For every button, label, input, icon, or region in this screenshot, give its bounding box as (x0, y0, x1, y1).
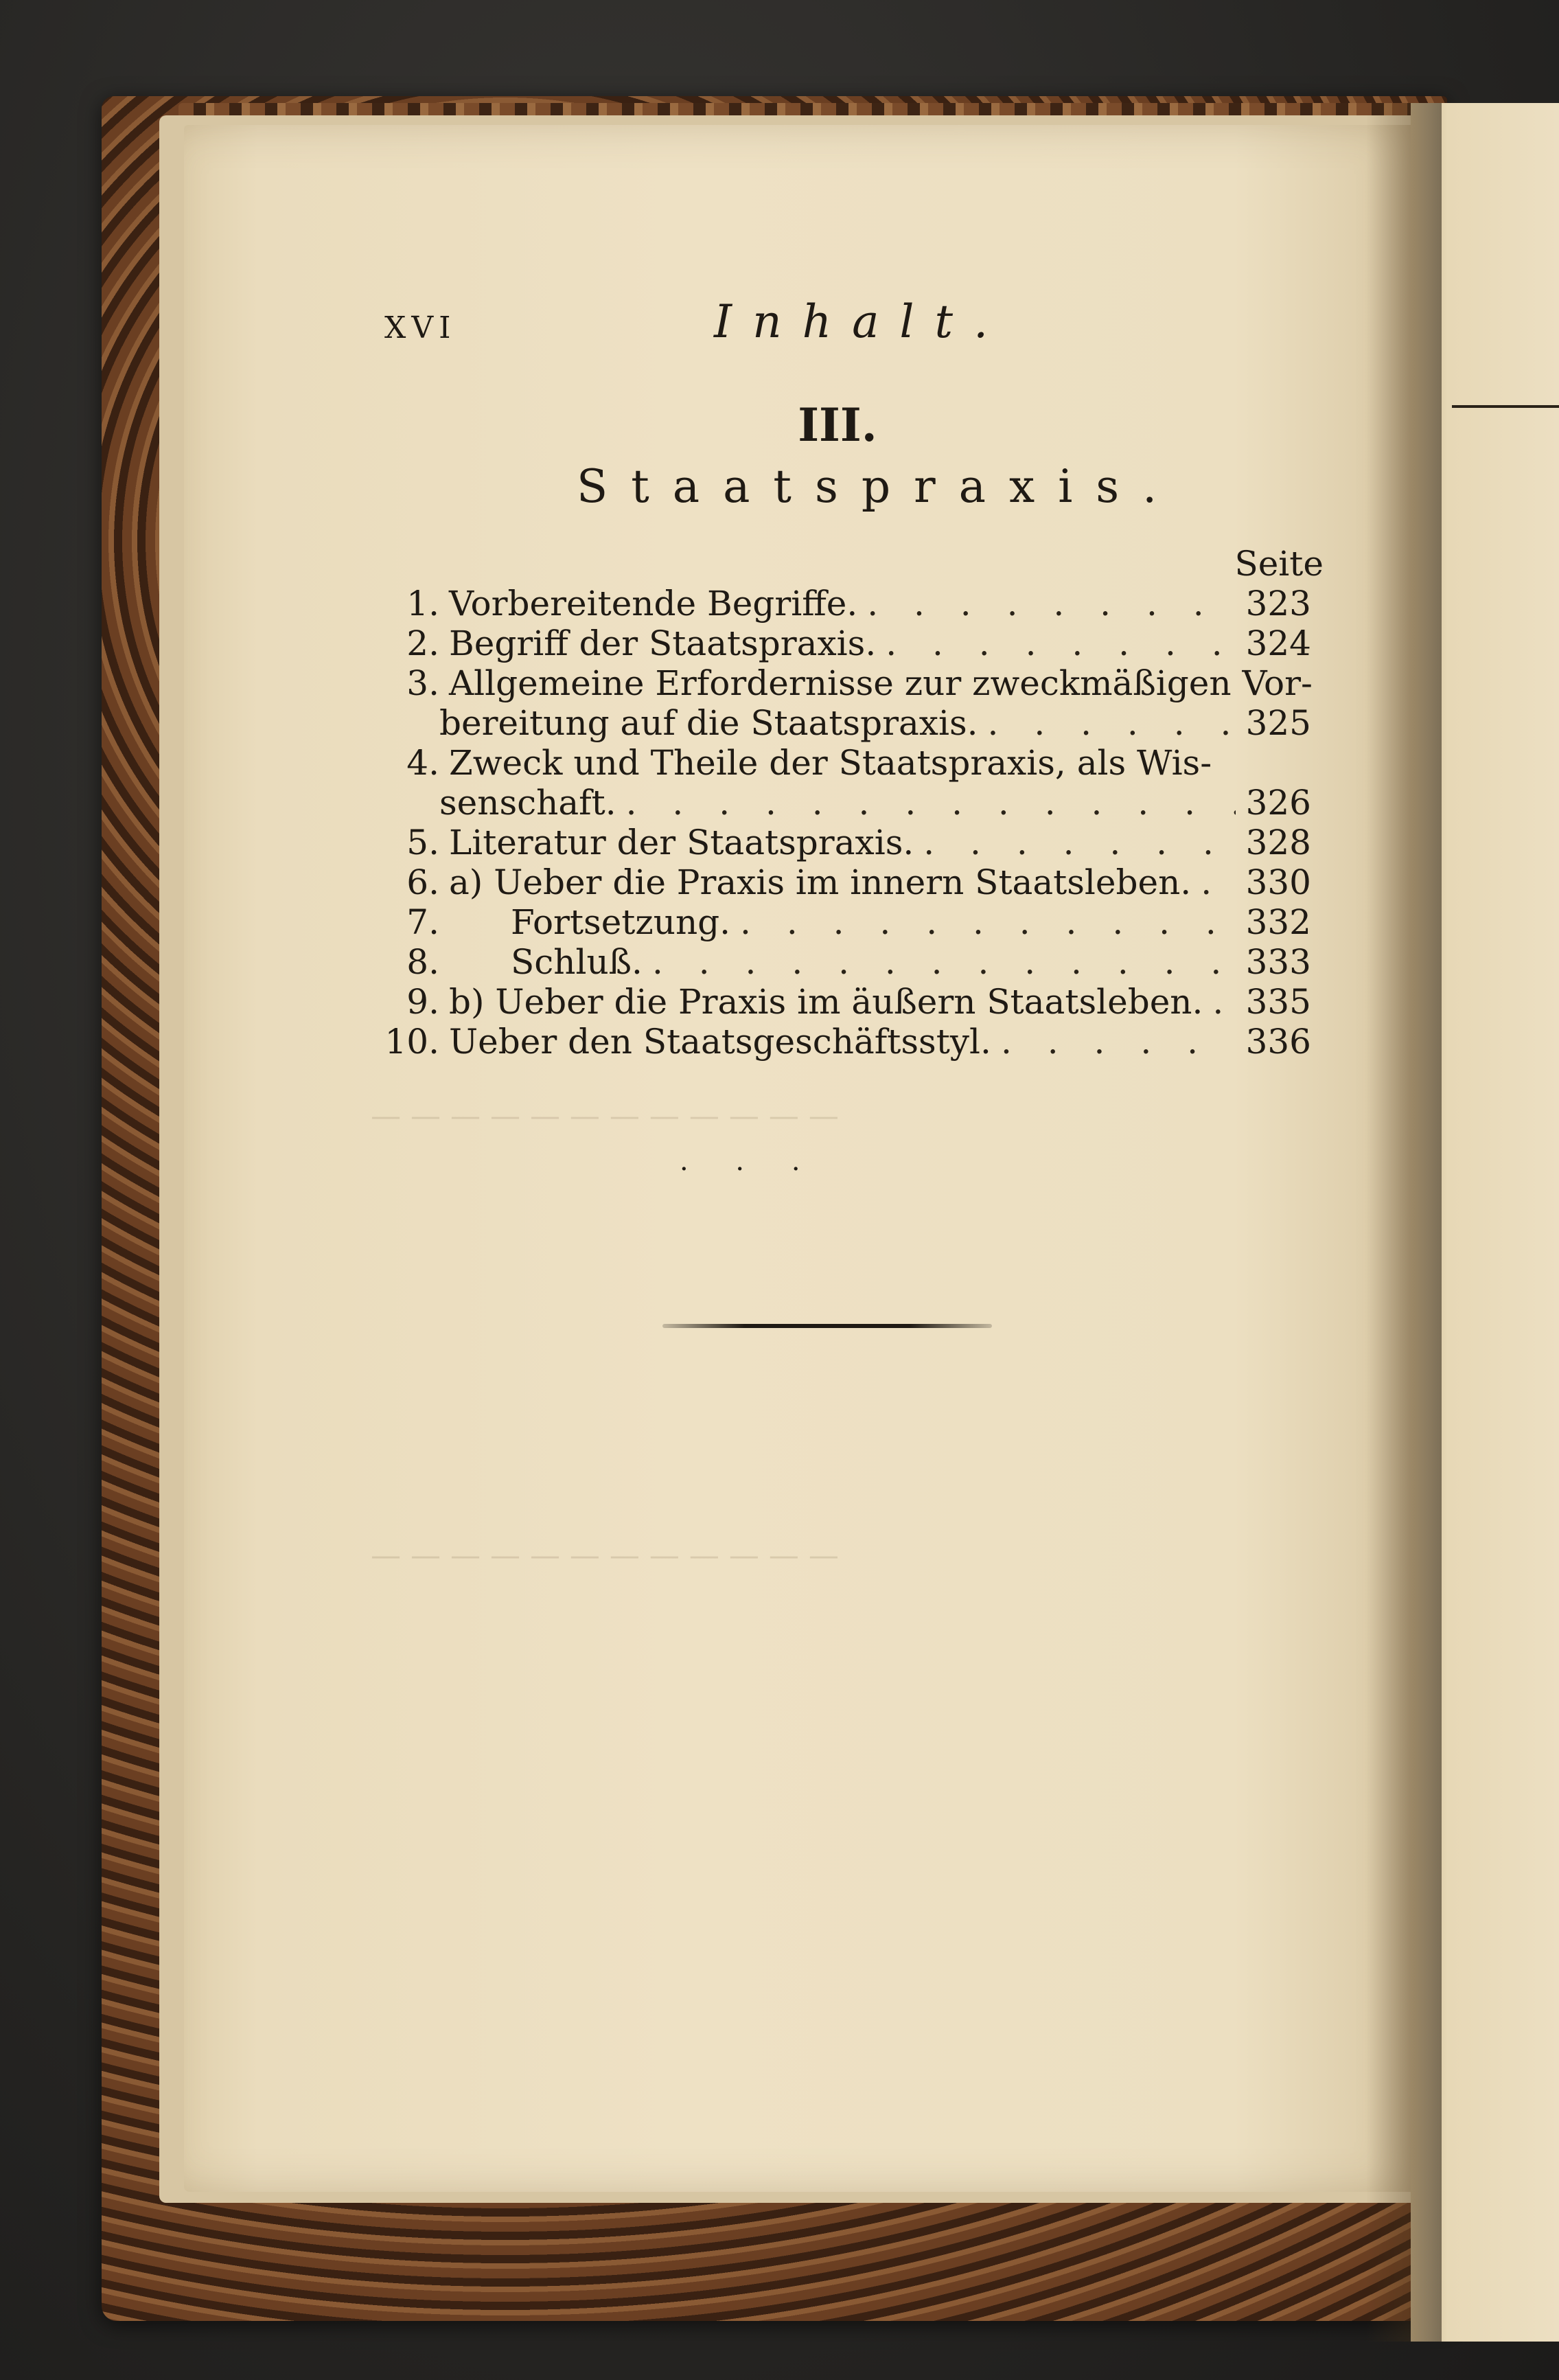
toc-entry (371, 663, 1311, 703)
show-through-text: — — — — — — — — — — — — (371, 1099, 839, 1134)
part-number: III. (798, 398, 877, 452)
leader-dots (991, 1022, 1236, 1062)
toc-number: 7. (406, 902, 439, 942)
toc-entry (371, 982, 1311, 1022)
toc-title: Zweck und Theile der Staatspraxis, als Wis- (449, 743, 1212, 783)
ornament-dots: · · · (680, 1154, 820, 1185)
toc-title: Literatur der Staatspraxis. (449, 823, 914, 862)
leader-dots (1191, 862, 1236, 902)
closing-rule (662, 1324, 992, 1328)
toc-page: 333 (1245, 942, 1311, 982)
toc-number: 2. (406, 623, 439, 663)
leader-dots (978, 703, 1236, 743)
toc-title-continuation: senschaft. (439, 783, 616, 823)
toc-number: 3. (406, 663, 439, 703)
toc-number: 8. (406, 942, 439, 982)
toc-entry (371, 902, 1311, 942)
toc-entry (371, 743, 1311, 783)
toc-page: 324 (1245, 623, 1311, 663)
leader-dots (730, 902, 1236, 942)
toc-page: 330 (1245, 862, 1311, 902)
show-through-text: — — — — — — — — — — — — (371, 1538, 839, 1573)
part-title: Staatspraxis. (577, 460, 1181, 513)
toc-entry (371, 942, 1311, 982)
toc-title-continuation: bereitung auf die Staatspraxis. (439, 703, 978, 743)
toc-entry (371, 823, 1311, 862)
toc-number: 10. (384, 1022, 439, 1062)
page-column-label: Seite (1234, 544, 1324, 584)
toc-number: 4. (406, 743, 439, 783)
toc-title: Begriff der Staatspraxis. (449, 623, 877, 663)
toc-page: 335 (1245, 982, 1311, 1022)
leader-dots (1203, 982, 1236, 1022)
toc-title: Schluß. (511, 942, 643, 982)
toc-entry (371, 584, 1311, 623)
toc-title: a) Ueber die Praxis im innern Staatsleben. (449, 862, 1192, 902)
toc-title: Allgemeine Erfordernisse zur zweckmäßigen Vor- (449, 663, 1313, 703)
toc-number: 1. (406, 584, 439, 623)
leader-dots (857, 584, 1236, 623)
toc-page: 332 (1245, 902, 1311, 942)
toc-title: b) Ueber die Praxis im äußern Staatsleben. (449, 982, 1203, 1022)
leader-dots (616, 783, 1236, 823)
gutter-shadow (1366, 103, 1442, 2342)
toc-entry-continuation (371, 703, 1311, 743)
right-page-rule (1452, 405, 1559, 408)
leader-dots (643, 942, 1236, 982)
toc-page: 328 (1245, 823, 1311, 862)
toc-title: Vorbereitende Begriffe. (449, 584, 858, 623)
toc-entry (371, 623, 1311, 663)
toc-page: 326 (1245, 783, 1311, 823)
leader-dots (914, 823, 1236, 862)
toc-title: Ueber den Staatsgeschäftsstyl. (449, 1022, 991, 1062)
toc-number: 9. (406, 982, 439, 1022)
toc-entry (371, 862, 1311, 902)
toc-page: 336 (1245, 1022, 1311, 1062)
toc-entry-continuation (371, 783, 1311, 823)
running-head-page-number: XVI (384, 310, 457, 345)
toc-page: 323 (1245, 584, 1311, 623)
toc-page: 325 (1245, 703, 1311, 743)
toc-number: 6. (406, 862, 439, 902)
leader-dots (876, 623, 1236, 663)
toc-entry (371, 1022, 1311, 1062)
table-of-contents (371, 584, 1311, 1062)
toc-number: 5. (406, 823, 439, 862)
toc-title: Fortsetzung. (511, 902, 731, 942)
running-head-title: Inhalt. (714, 295, 1009, 348)
